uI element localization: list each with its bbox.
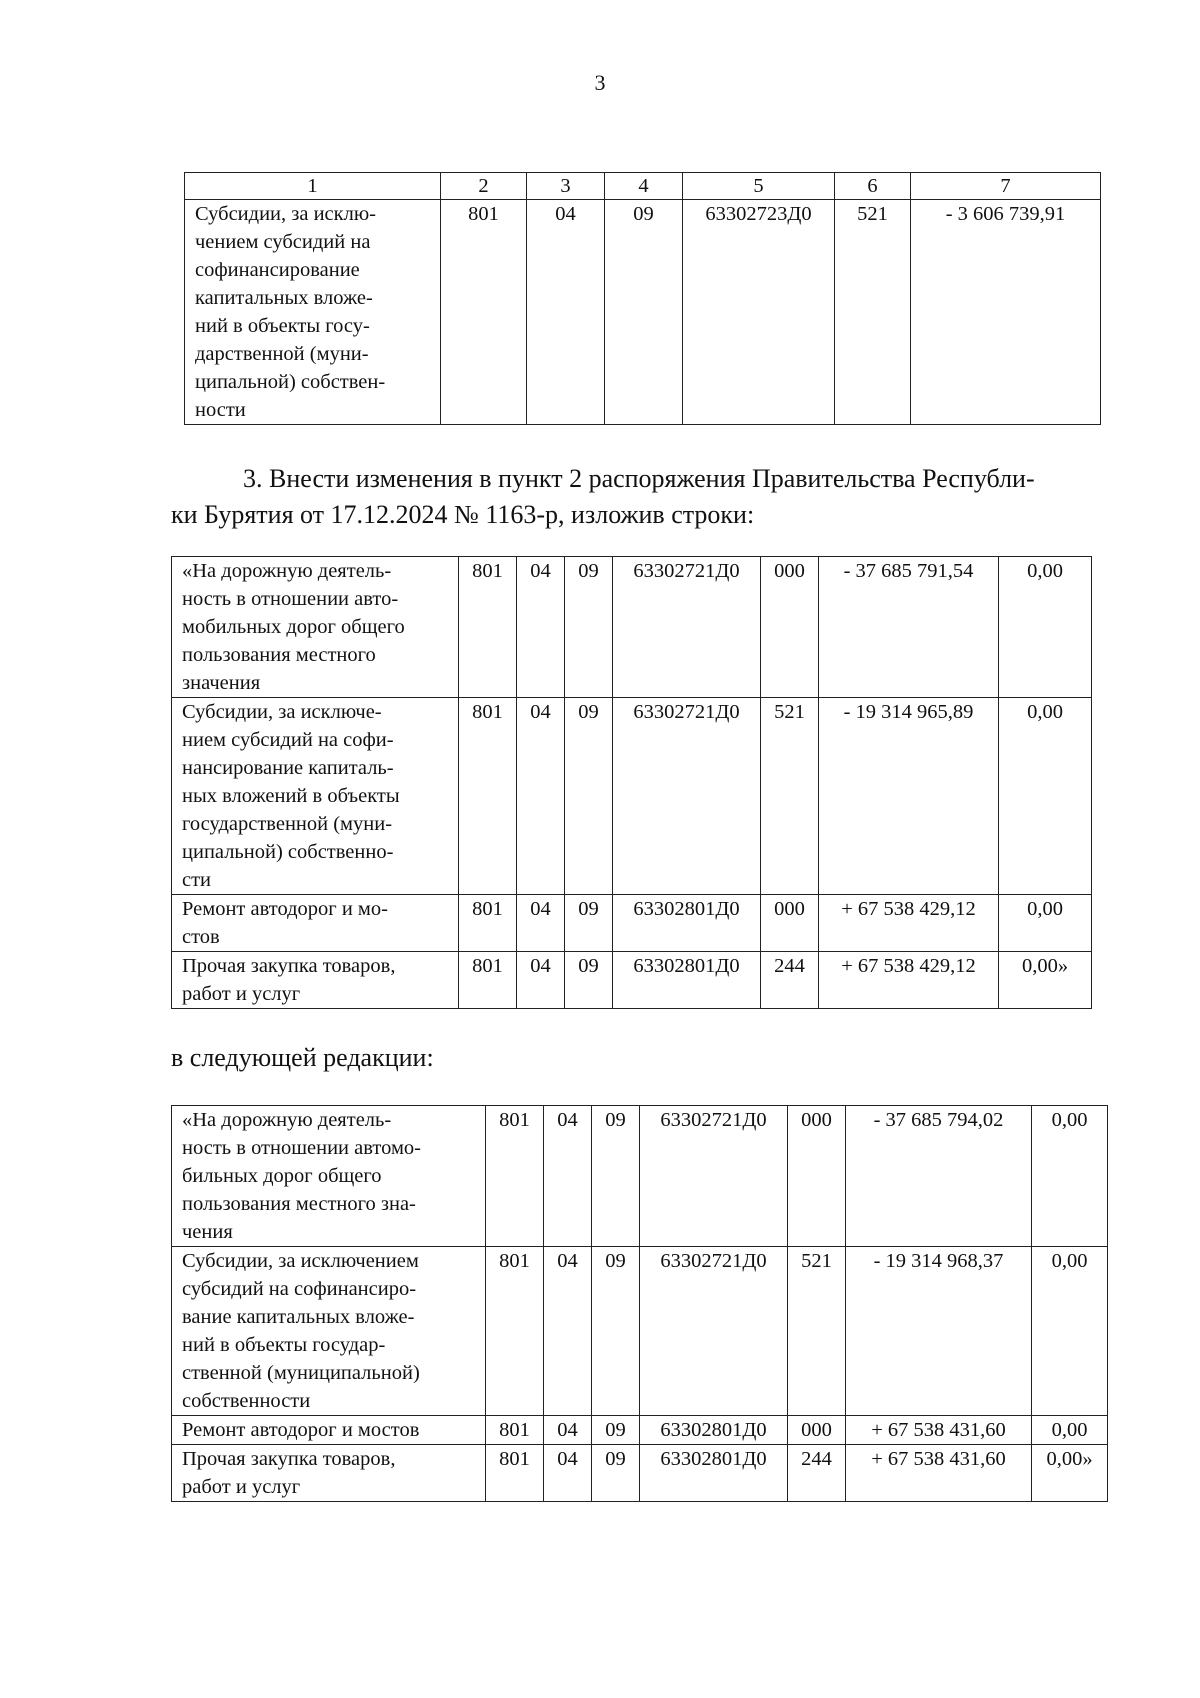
name-line: стов [182,926,220,948]
name-line: бильных дорог общего [182,1165,382,1187]
budget-table-1 [184,172,1101,425]
table-row [172,952,1092,1009]
cell-target-article: 63302801Д0 [613,895,761,952]
name-line: дарственной (муни- [195,343,369,365]
name-line: мобильных дорог общего [182,616,405,638]
column-header: 1 [185,173,441,200]
column-header: 7 [911,173,1101,200]
cell-expense-type: 000 [761,895,819,952]
cell-section-code: 04 [527,200,605,425]
table-row [185,200,1101,425]
cell-section-code: 04 [544,1247,592,1416]
paragraph-line: ки Бурятия от 17.12.2024 № 1163-р, изложив строки: [171,500,755,529]
row-name [172,698,459,895]
table-row [172,1106,1108,1247]
cell-amount: + 67 538 431,60 [846,1416,1032,1445]
cell-expense-type: 000 [788,1416,846,1445]
cell-subsection-code: 09 [592,1247,640,1416]
cell-ministry-code: 801 [486,1416,544,1445]
name-line: государственной (муни- [182,813,393,835]
name-line: субсидий на софинансиро- [182,1278,417,1300]
cell-subsection-code: 09 [565,895,613,952]
cell-amount-next: 0,00 [999,557,1092,698]
cell-target-article: 63302801Д0 [640,1416,788,1445]
name-line: чения [182,1221,233,1243]
cell-amount: + 67 538 429,12 [819,952,999,1009]
row-name [185,200,441,425]
cell-section-code: 04 [517,952,565,1009]
cell-amount: + 67 538 431,60 [846,1445,1032,1502]
name-line: ность в отношении авто- [182,588,399,610]
name-line: работ и услуг [182,983,301,1005]
cell-target-article: 63302721Д0 [640,1247,788,1416]
cell-expense-type: 244 [761,952,819,1009]
cell-amount-next: 0,00» [1032,1445,1108,1502]
cell-section-code: 04 [544,1445,592,1502]
name-line: ность в отношении автомо- [182,1137,422,1159]
cell-amount: + 67 538 429,12 [819,895,999,952]
name-line: ципальной) собственно- [182,841,394,863]
cell-amount-next: 0,00 [999,698,1092,895]
name-line: капитальных вложе- [195,287,373,309]
name-line: ственной (муниципальной) [182,1362,420,1384]
name-line: Ремонт автодорог и мостов [182,1419,420,1441]
cell-ministry-code: 801 [486,1445,544,1502]
table-row [172,557,1092,698]
budget-table-2 [171,556,1092,1009]
cell-expense-type: 000 [788,1106,846,1247]
row-name [172,1247,486,1416]
cell-subsection-code: 09 [592,1445,640,1502]
table-row [172,895,1092,952]
name-line: нансирование капиталь- [182,757,394,779]
column-header: 2 [441,173,527,200]
cell-ministry-code: 801 [459,557,517,698]
cell-amount: - 37 685 794,02 [846,1106,1032,1247]
cell-subsection-code: 09 [592,1416,640,1445]
cell-section-code: 04 [517,557,565,698]
row-name [172,952,459,1009]
cell-subsection-code: 09 [565,698,613,895]
name-line: Прочая закупка товаров, [182,955,396,977]
cell-amount: - 3 606 739,91 [911,200,1101,425]
name-line: чением субсидий на [195,231,371,253]
cell-amount: - 37 685 791,54 [819,557,999,698]
name-line: ных вложений в объекты [182,785,400,807]
new-edition-intro: в следующей редакции: [171,1043,434,1072]
name-line: сти [182,869,212,891]
name-line: «На дорожную деятель- [182,1109,392,1131]
cell-amount: - 19 314 968,37 [846,1247,1032,1416]
section-3-paragraph [171,461,1111,533]
page-number: 3 [594,70,606,95]
row-name [172,1416,486,1445]
cell-expense-type: 521 [788,1247,846,1416]
cell-amount-next: 0,00 [1032,1106,1108,1247]
column-header: 6 [835,173,911,200]
cell-amount-next: 0,00» [999,952,1092,1009]
name-line: Субсидии, за исключе- [182,701,382,723]
name-line: ний в объекты государ- [182,1334,386,1356]
name-line: ности [195,399,246,421]
cell-section-code: 04 [544,1106,592,1247]
table-header-row [185,173,1101,200]
cell-amount-next: 0,00 [999,895,1092,952]
row-name [172,557,459,698]
cell-target-article: 63302721Д0 [640,1106,788,1247]
cell-amount-next: 0,00 [1032,1247,1108,1416]
name-line: Субсидии, за исклю- [195,203,376,225]
cell-ministry-code: 801 [459,895,517,952]
cell-subsection-code: 09 [565,557,613,698]
cell-section-code: 04 [544,1416,592,1445]
cell-ministry-code: 801 [441,200,527,425]
cell-ministry-code: 801 [486,1247,544,1416]
cell-section-code: 04 [517,698,565,895]
name-line: значения [182,672,261,694]
cell-target-article: 63302801Д0 [613,952,761,1009]
column-header: 3 [527,173,605,200]
cell-target-article: 63302801Д0 [640,1445,788,1502]
cell-target-article: 63302721Д0 [613,557,761,698]
table-row [172,1247,1108,1416]
name-line: пользования местного [182,644,376,666]
row-name [172,1445,486,1502]
row-name [172,895,459,952]
name-line: Субсидии, за исключением [182,1250,419,1272]
cell-target-article: 63302721Д0 [613,698,761,895]
table-row [172,698,1092,895]
budget-table-3 [171,1105,1108,1502]
name-line: ний в объекты госу- [195,315,370,337]
cell-subsection-code: 09 [565,952,613,1009]
name-line: нием субсидий на софи- [182,729,394,751]
cell-target-article: 63302723Д0 [683,200,835,425]
cell-expense-type: 244 [788,1445,846,1502]
cell-amount-next: 0,00 [1032,1416,1108,1445]
name-line: софинансирование [195,259,360,281]
name-line: Прочая закупка товаров, [182,1448,396,1470]
cell-expense-type: 000 [761,557,819,698]
table-row [172,1445,1108,1502]
name-line: «На дорожную деятель- [182,560,392,582]
paragraph-line [171,461,1111,497]
name-line: пользования местного зна- [182,1193,416,1215]
cell-expense-type: 521 [761,698,819,895]
name-line: собственности [182,1390,311,1412]
cell-subsection-code: 09 [592,1106,640,1247]
name-line: работ и услуг [182,1476,301,1498]
table-row [172,1416,1108,1445]
name-line: ципальной) собствен- [195,371,386,393]
cell-expense-type: 521 [835,200,911,425]
column-header: 5 [683,173,835,200]
cell-subsection-code: 09 [605,200,683,425]
cell-ministry-code: 801 [459,698,517,895]
cell-ministry-code: 801 [459,952,517,1009]
row-name [172,1106,486,1247]
paragraph-text: 3. Внести изменения в пункт 2 распоряжения Правительства Республи- [243,464,1035,493]
cell-ministry-code: 801 [486,1106,544,1247]
column-header: 4 [605,173,683,200]
name-line: вание капитальных вложе- [182,1306,415,1328]
cell-section-code: 04 [517,895,565,952]
cell-amount: - 19 314 965,89 [819,698,999,895]
name-line: Ремонт автодорог и мо- [182,898,388,920]
